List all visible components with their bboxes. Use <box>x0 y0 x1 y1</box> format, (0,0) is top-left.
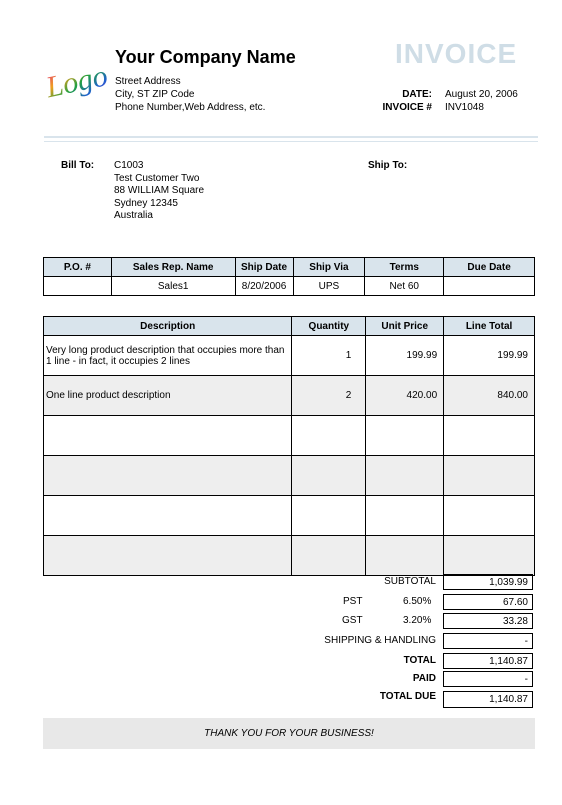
ship-date-header: Ship Date <box>235 258 293 277</box>
thank-you-banner: THANK YOU FOR YOUR BUSINESS! <box>43 718 535 749</box>
ship-to-label: Ship To: <box>368 160 408 171</box>
line-total-header: Line Total <box>444 317 535 336</box>
bill-to-line: Test Customer Two <box>114 172 200 184</box>
table-row <box>44 376 535 416</box>
due-date-value <box>444 277 535 296</box>
description-header: Description <box>44 317 292 336</box>
item-unit-price: 199.99 <box>366 336 444 376</box>
item-quantity <box>292 416 366 456</box>
header-divider <box>44 136 538 138</box>
item-quantity <box>292 456 366 496</box>
shipping-value: - <box>443 633 533 649</box>
item-quantity: 1 <box>292 336 366 376</box>
company-name: Your Company Name <box>115 47 296 67</box>
date-label: DATE: <box>402 89 432 100</box>
gst-label: GST <box>342 615 363 626</box>
terms-value: Net 60 <box>365 277 444 296</box>
document-title: INVOICE <box>395 38 518 69</box>
item-unit-price <box>366 416 444 456</box>
item-line-total: 840.00 <box>444 376 535 416</box>
item-description <box>44 456 292 496</box>
po-value <box>44 277 112 296</box>
paid-label: PAID <box>412 673 436 684</box>
date-value: August 20, 2006 <box>445 89 518 100</box>
shipping-label: SHIPPING & HANDLING <box>324 635 436 646</box>
contact-line: Phone Number,Web Address, etc. <box>115 102 266 113</box>
item-line-total: 199.99 <box>444 336 535 376</box>
table-row <box>44 336 535 376</box>
item-unit-price: 420.00 <box>366 376 444 416</box>
pst-rate: 6.50% <box>403 596 432 607</box>
bill-to-line: 88 WILLIAM Square <box>114 185 205 196</box>
item-description: Very long product description that occupies more than 1 line - in fact, it occupies 2 lines <box>44 336 292 376</box>
due-date-header: Due Date <box>444 258 535 277</box>
subtotal-value: 1,039.99 <box>443 574 533 590</box>
bill-to-line: Sydney 12345 <box>114 197 178 209</box>
item-line-total <box>444 456 535 496</box>
item-description <box>44 536 292 576</box>
ship-date-value: 8/20/2006 <box>235 277 293 296</box>
total-due-label: TOTAL DUE <box>379 691 436 702</box>
table-row <box>44 496 535 536</box>
pst-label: PST <box>343 596 363 607</box>
street-address: Street Address <box>115 76 181 87</box>
po-header: P.O. # <box>44 258 112 277</box>
quantity-header: Quantity <box>292 317 366 336</box>
invoice-number-label: INVOICE # <box>382 102 432 113</box>
item-unit-price <box>366 536 444 576</box>
gst-rate: 3.20% <box>403 615 432 626</box>
item-description: One line product description <box>44 376 292 416</box>
header-divider-thin <box>44 141 538 142</box>
invoice-number-value: INV1048 <box>445 102 484 113</box>
item-line-total <box>444 536 535 576</box>
gst-value: 33.28 <box>443 613 533 629</box>
table-row <box>44 536 535 576</box>
total-value: 1,140.87 <box>443 653 533 669</box>
line-items-table <box>43 316 535 576</box>
bill-to-label: Bill To: <box>61 160 95 171</box>
sales-rep-header: Sales Rep. Name <box>111 258 235 277</box>
item-unit-price <box>366 496 444 536</box>
bill-to-line: C1003 <box>114 160 144 171</box>
item-quantity <box>292 536 366 576</box>
terms-header: Terms <box>365 258 444 277</box>
unit-price-header: Unit Price <box>366 317 444 336</box>
paid-value: - <box>443 671 533 687</box>
order-info-table <box>43 257 535 296</box>
table-row <box>44 416 535 456</box>
item-description <box>44 496 292 536</box>
item-quantity: 2 <box>292 376 366 416</box>
table-row <box>44 456 535 496</box>
sales-rep-value: Sales1 <box>111 277 235 296</box>
total-due-value: 1,140.87 <box>443 691 533 708</box>
bill-to-address <box>114 160 204 223</box>
item-line-total <box>444 496 535 536</box>
item-description <box>44 416 292 456</box>
svg-text:Logo: Logo <box>43 59 111 105</box>
item-unit-price <box>366 456 444 496</box>
bill-to-line: Australia <box>114 210 153 221</box>
subtotal-label: SUBTOTAL <box>384 576 436 587</box>
city-line: City, ST ZIP Code <box>115 89 195 100</box>
item-quantity <box>292 496 366 536</box>
ship-via-value: UPS <box>293 277 365 296</box>
company-logo <box>43 52 111 112</box>
pst-value: 67.60 <box>443 594 533 610</box>
total-label: TOTAL <box>403 655 436 666</box>
item-line-total <box>444 416 535 456</box>
ship-via-header: Ship Via <box>293 258 365 277</box>
